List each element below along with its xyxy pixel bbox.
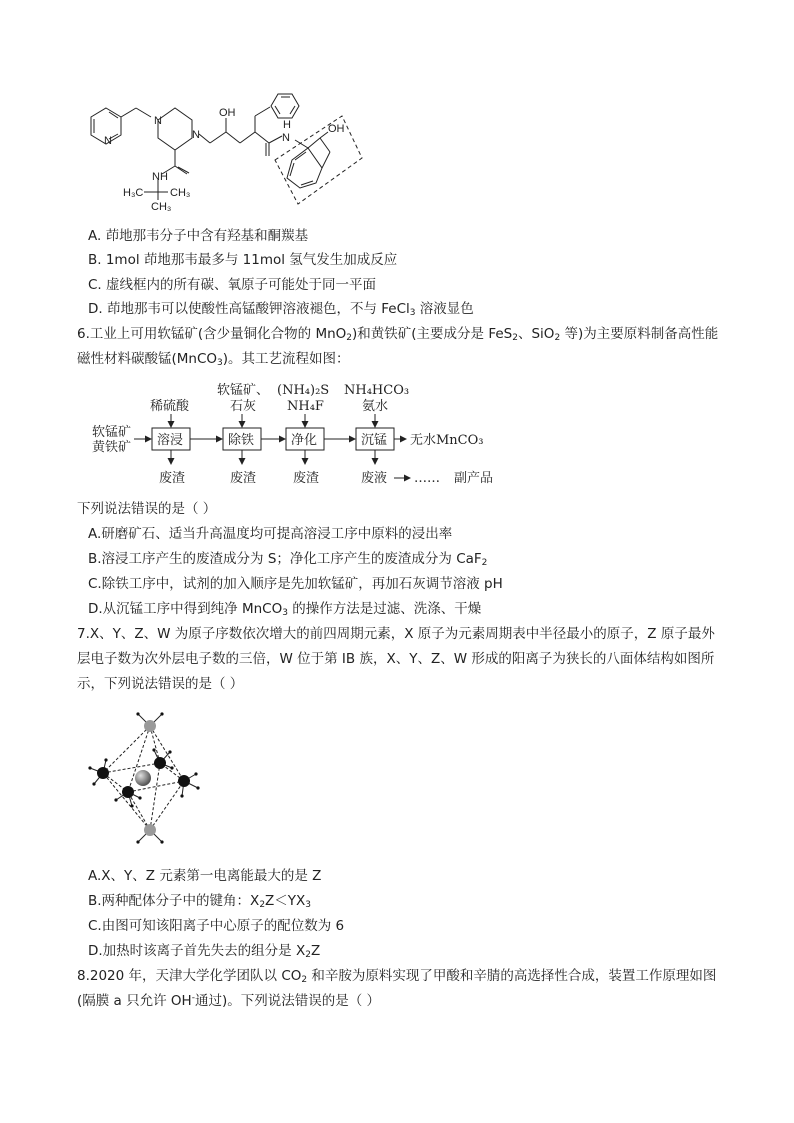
process-flowchart: [92, 378, 512, 488]
q7-stem-line3: 示，下列说法错误的是（ ）: [77, 676, 244, 692]
octahedral-complex-diagram: [86, 702, 236, 852]
reagent-ammonium-bicarbonate: NH₄HCO₃: [344, 383, 410, 398]
indinavir-structure: [80, 88, 380, 213]
ch3-bottom-label: CH₃: [151, 201, 172, 213]
product-label: 无水MnCO₃: [410, 433, 484, 448]
pyridine-n-label: N: [104, 135, 112, 147]
water-o-top: [144, 720, 156, 732]
input-pyrolusite: 软锰矿: [92, 425, 132, 440]
q7-option-b: B.两种配体分子中的键角：$X_2Z<YX_3$: [88, 893, 312, 910]
step-remove-fe-label: 除铁: [228, 433, 255, 448]
q6-option-c: C.除铁工序中，试剂的加入顺序是先加软锰矿，再加石灰调节溶液 pH: [88, 576, 503, 592]
waste-2-label: 废渣: [230, 471, 257, 486]
q8-stem-line2: (隔膜 a 只允许 OH-通过)。下列说法错误的是（ ）: [77, 993, 381, 1009]
reagent-pyrolusite: 软锰矿、: [217, 383, 270, 398]
q6-option-d: D.从沉锰工序中得到纯净 MnCO$_3$ 的操作方法是过滤、洗涤、干燥: [88, 601, 482, 618]
q6-stem-line1: 6.工业上可用软锰矿(含少量铜化合物的 MnO$_2$)和黄铁矿(主要成分是 FeS$_2$、SiO$_2$ 等)为主要原料制备高性能: [77, 326, 719, 343]
h-amide-label: H: [283, 119, 291, 131]
q6-ask: 下列说法错误的是（ ）: [77, 501, 217, 517]
byproduct-label: 副产品: [454, 471, 494, 486]
q7-option-d: D.加热时该离子首先失去的组分是 $X_2Z$: [88, 943, 321, 960]
piperazine-n-top-label: N: [154, 115, 162, 127]
piperazine-n-bottom-label: N: [192, 129, 200, 141]
q7-option-c: C.由图可知该阳离子中心原子的配位数为 6: [88, 918, 345, 934]
q5-option-d: D. 茚地那韦可以使酸性高锰酸钾溶液褪色，不与 FeCl$_3$ 溶液显色: [88, 301, 474, 318]
q5-option-c: C. 虚线框内的所有碳、氧原子可能处于同一平面: [88, 277, 377, 293]
q5-option-b: B. 1mol 茚地那韦最多与 11mol 氢气发生加成反应: [88, 252, 398, 268]
q7-option-a: A.X、Y、Z 元素第一电离能最大的是 Z: [88, 868, 322, 884]
oh-chain-label: OH: [219, 107, 236, 119]
step-leach-label: 溶浸: [157, 433, 184, 448]
central-cu-atom: [135, 770, 151, 786]
reagent-dilute-acid: 稀硫酸: [150, 399, 190, 414]
ch3-right-label: CH₃: [170, 187, 191, 199]
q6-option-b: B.溶浸工序产生的废渣成分为 S；净化工序产生的废渣成分为 CaF$_2$: [88, 551, 488, 568]
input-pyrite: 黄铁矿: [92, 440, 132, 455]
ammonia-n-1: [97, 767, 109, 779]
q6-option-a: A.研磨矿石、适当升高温度均可提高溶浸工序中原料的浸出率: [88, 526, 453, 542]
step-purify-label: 净化: [291, 433, 318, 448]
reagent-ammonium-sulfide: (NH₄)₂S: [277, 383, 330, 398]
water-o-bottom: [144, 824, 156, 836]
q6-stem-line2: 磁性材料碳酸锰(MnCO$_3$)。其工艺流程如图：: [77, 351, 350, 368]
h3c-label: H₃C: [123, 187, 144, 199]
ammonia-n-2: [122, 786, 134, 798]
nh-label: NH: [152, 171, 168, 183]
waste-3-label: 废渣: [293, 471, 320, 486]
ammonia-n-3: [154, 757, 166, 769]
ammonia-n-4: [178, 775, 190, 787]
dots-label: ……: [414, 471, 440, 486]
waste-liquid-label: 废液: [361, 471, 388, 486]
waste-1-label: 废渣: [159, 471, 186, 486]
n-amide-label: N: [282, 132, 290, 144]
q5-option-a: A. 茚地那韦分子中含有羟基和酮羰基: [88, 228, 309, 244]
q7-stem-line1: 7.X、Y、Z、W 为原子序数依次增大的前四周期元素，X 原子为元素周期表中半径最小的原子，Z 原子最外: [77, 626, 715, 642]
q8-stem-line1: 8.2020 年，天津大学化学团队以 $CO_2$ 和辛胺为原料实现了甲酸和辛腈的高选择性合成，装置工作原理如图: [77, 968, 717, 985]
oh-ring-label: OH: [328, 123, 345, 135]
step-precipitate-label: 沉锰: [361, 433, 388, 448]
reagent-ammonia-water: 氨水: [362, 399, 389, 414]
q7-stem-line2: 层电子数为次外层电子数的三倍，W 位于第 IB 族，X、Y、Z、W 形成的阳离子为狭长的八面体结构如图所: [77, 651, 715, 667]
reagent-ammonium-fluoride: NH₄F: [287, 399, 324, 414]
reagent-lime: 石灰: [230, 399, 257, 414]
